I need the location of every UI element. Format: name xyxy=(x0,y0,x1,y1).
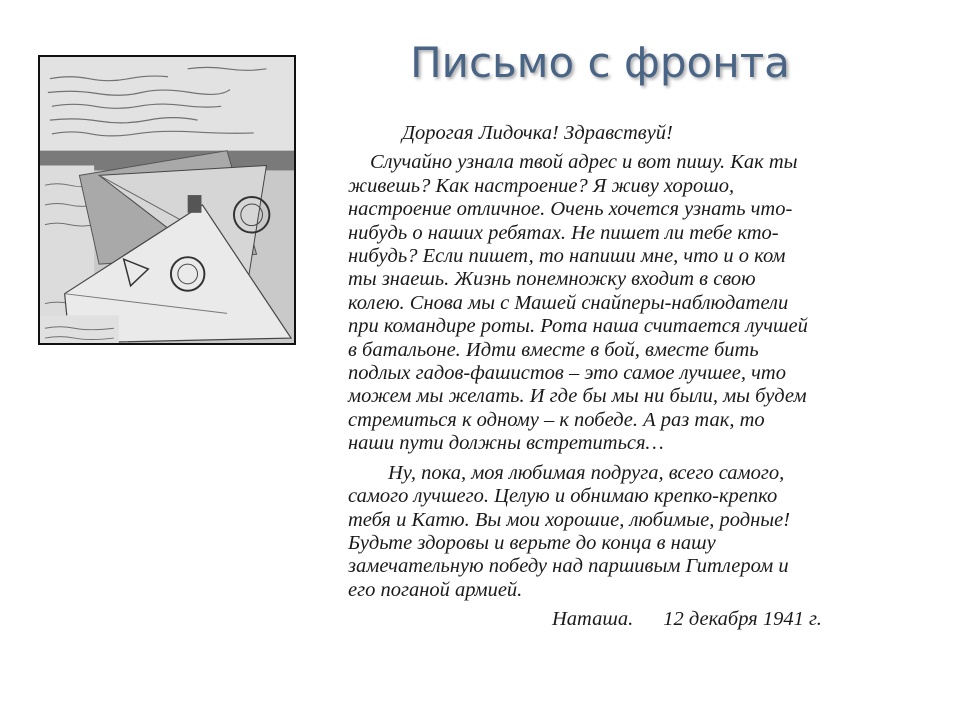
letter-line: нибудь о наших ребятах. Не пишет ли тебе кто- xyxy=(348,221,779,244)
letter-line: Случайно узнала твой адрес и вот пишу. Как ты xyxy=(370,151,798,174)
letter-line: Будьте здоровы и верьте до конца в нашу xyxy=(348,531,716,554)
war-letters-photo xyxy=(38,55,296,345)
letters-illustration xyxy=(40,57,294,343)
letter-paragraph-1 xyxy=(348,151,903,455)
letter-line: нибудь? Если пишет, то напиши мне, что и о ком xyxy=(348,245,786,268)
signature-name: Наташа. xyxy=(552,608,634,631)
letter-signature xyxy=(348,608,903,631)
letter-line: наши пути должны встретиться… xyxy=(348,432,664,455)
letter-line: живешь? Как настроение? Я живу хорошо, xyxy=(348,174,735,197)
letter-line: Ну, пока, моя любимая подруга, всего самого, xyxy=(388,461,785,484)
letter-line: в батальоне. Идти вместе в бой, вместе бить xyxy=(348,338,759,361)
letter-line: можем мы желать. И где бы мы ни были, мы будем xyxy=(348,385,807,408)
letter-line: стремиться к одному – к победе. А раз так, то xyxy=(348,408,765,431)
letter-greeting: Дорогая Лидочка! Здравствуй! xyxy=(402,122,673,144)
letter-line: при командире роты. Рота наша считается лучшей xyxy=(348,315,808,338)
letter-line: тебя и Катю. Вы мои хорошие, любимые, родные! xyxy=(348,508,791,531)
letter-line: настроение отличное. Очень хочется узнать что- xyxy=(348,198,793,221)
letter-line: его поганой армией. xyxy=(348,578,523,601)
letter-line: самого лучшего. Целую и обнимаю крепко-крепко xyxy=(348,485,778,508)
letter-paragraph-2 xyxy=(348,462,903,602)
letter-line: замечательную победу над паршивым Гитлером и xyxy=(348,555,789,578)
page-title: Письмо с фронта xyxy=(410,38,790,87)
letter-line: ты знаешь. Жизнь понемножку входит в свою xyxy=(348,268,756,291)
signature-date: 12 декабря 1941 г. xyxy=(663,608,822,631)
letter-line: колею. Снова мы с Машей снайперы-наблюдатели xyxy=(348,291,789,314)
letter-text xyxy=(348,122,903,632)
letter-line: подлых гадов-фашистов – это самое лучшее, что xyxy=(348,362,786,385)
handwritten-sheet xyxy=(40,57,294,151)
